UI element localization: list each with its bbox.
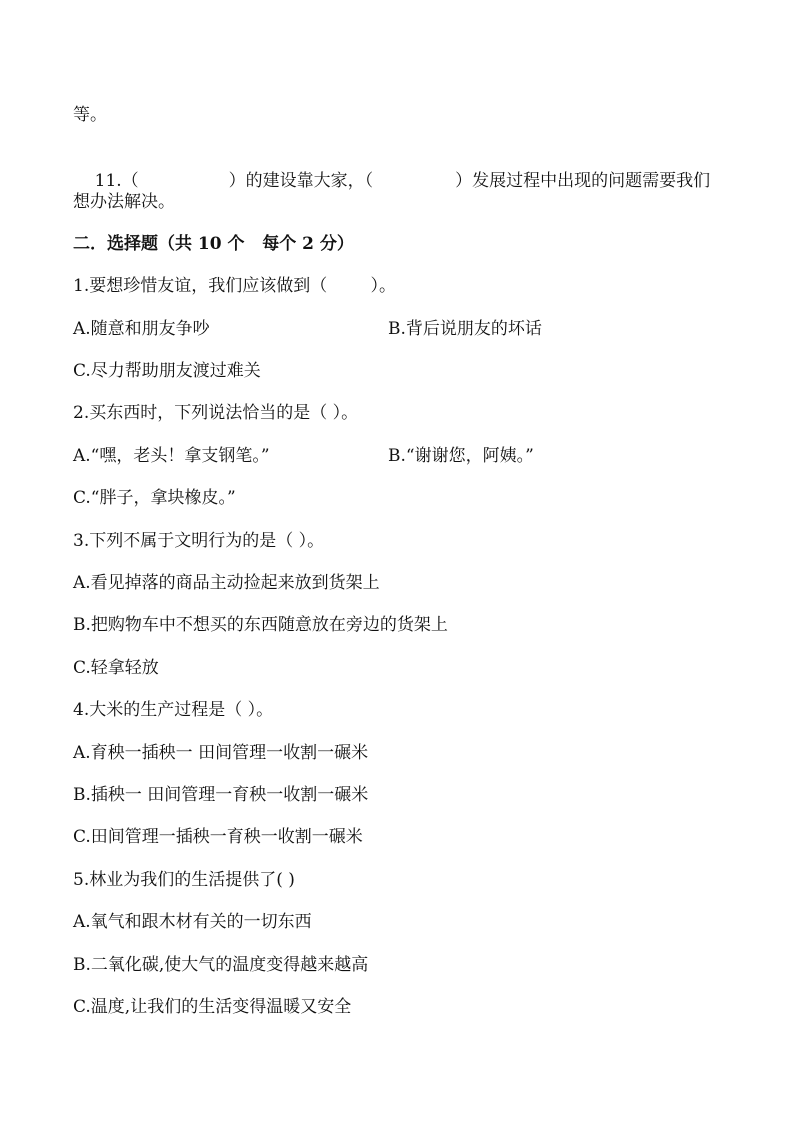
question-4-option-a: A.育秧一插秧一 田间管理一收割一碾米 bbox=[73, 743, 369, 763]
question-5-option-a: A.氧气和跟木材有关的一切东西 bbox=[73, 912, 312, 932]
question-5-stem: 5.林业为我们的生活提供了( ) bbox=[73, 870, 295, 890]
question-3-stem: 3.下列不属于文明行为的是（ ）。 bbox=[73, 531, 325, 551]
question-5-option-c: C.温度,让我们的生活变得温暖又安全 bbox=[73, 997, 352, 1017]
carryover-text: 等。 bbox=[73, 105, 107, 125]
question-5-option-b: B.二氧化碳,使大气的温度变得越来越高 bbox=[73, 955, 369, 975]
question-1-option-c: C.尽力帮助朋友渡过难关 bbox=[73, 361, 261, 381]
question-3-option-a: A.看见掉落的商品主动捡起来放到货架上 bbox=[73, 573, 380, 593]
q11-part1: 11.（ bbox=[94, 171, 139, 191]
question-4-stem: 4.大米的生产过程是（ ）。 bbox=[73, 700, 274, 720]
question-2-option-c: C.“胖子，拿块橡皮。” bbox=[73, 488, 236, 508]
question-2-option-b: B.“谢谢您，阿姨。” bbox=[388, 446, 534, 466]
question-1-option-b: B.背后说朋友的坏话 bbox=[388, 319, 542, 339]
question-3-option-c: C.轻拿轻放 bbox=[73, 658, 159, 678]
question-3-option-b: B.把购物车中不想买的东西随意放在旁边的货架上 bbox=[73, 615, 448, 635]
question-2-option-a: A.“嘿，老头！拿支钢笔。” bbox=[73, 446, 270, 466]
question-4-option-b: B.插秧一 田间管理一育秧一收割一碾米 bbox=[73, 785, 369, 805]
question-4-option-c: C.田间管理一插秧一育秧一收割一碾米 bbox=[73, 827, 363, 847]
question-1-option-a: A.随意和朋友争吵 bbox=[73, 319, 210, 339]
question-11-line bbox=[73, 148, 711, 191]
question-1-stem: 1.要想珍惜友谊，我们应该做到（ ）。 bbox=[73, 276, 396, 296]
question-2-stem: 2.买东西时，下列说法恰当的是（ ）。 bbox=[73, 403, 359, 423]
question-11-continuation: 想办法解决。 bbox=[73, 192, 175, 212]
section-2-heading: 二．选择题（共 10 个 每个 2 分） bbox=[73, 234, 354, 254]
q11-part3: ）发展过程中出现的问题需要我们 bbox=[455, 171, 711, 191]
q11-part2: ）的建设靠大家，（ bbox=[228, 171, 374, 191]
